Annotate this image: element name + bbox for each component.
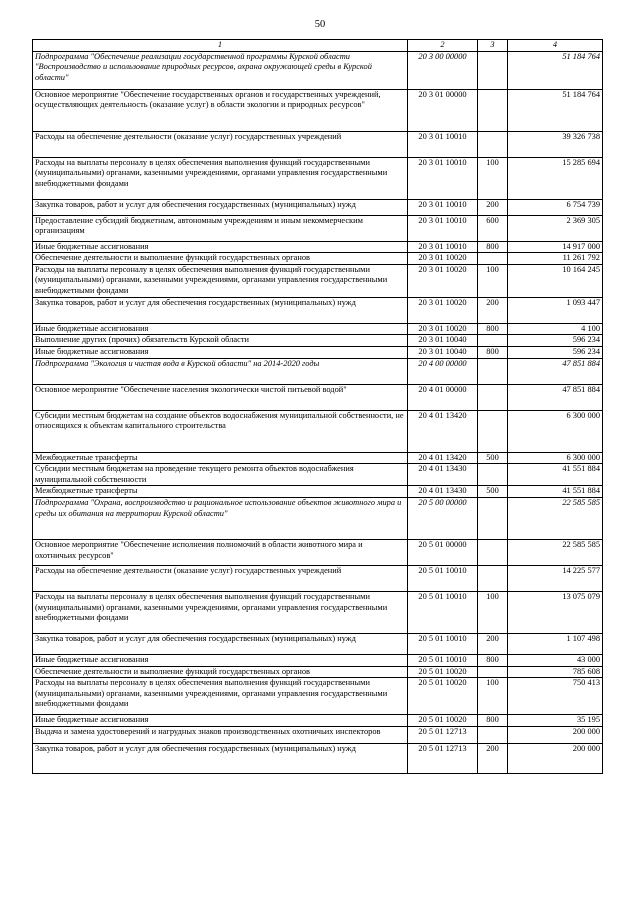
table-row	[33, 452, 603, 464]
table-row	[33, 565, 603, 591]
row-amount: 200 000	[508, 726, 603, 743]
row-name: Иные бюджетные ассигнования	[33, 241, 408, 253]
table-row	[33, 358, 603, 384]
row-name: Иные бюджетные ассигнования	[33, 654, 408, 666]
table-body	[33, 51, 603, 773]
row-name: Подпрограмма "Экология и чистая вода в Курской области" на 2014-2020 годы	[33, 358, 408, 384]
row-amount: 43 000	[508, 654, 603, 666]
row-code: 20 5 01 10020	[408, 678, 478, 715]
row-code: 20 5 01 12713	[408, 726, 478, 743]
row-code: 20 4 00 00000	[408, 358, 478, 384]
row-expense-type	[478, 131, 508, 157]
header-col-4: 4	[508, 40, 603, 52]
row-code: 20 5 01 00000	[408, 539, 478, 565]
row-code: 20 4 01 00000	[408, 384, 478, 410]
row-name: Выполнение других (прочих) обязательств Курской области	[33, 335, 408, 347]
row-expense-type	[478, 410, 508, 452]
row-expense-type	[478, 464, 508, 486]
row-amount: 41 551 884	[508, 486, 603, 498]
table-row	[33, 726, 603, 743]
row-amount: 6 300 000	[508, 410, 603, 452]
row-code: 20 5 01 12713	[408, 743, 478, 773]
row-expense-type: 800	[478, 346, 508, 358]
row-code: 20 5 01 10010	[408, 591, 478, 633]
row-amount: 22 585 585	[508, 497, 603, 539]
table-row	[33, 633, 603, 654]
row-name: Предоставление субсидий бюджетным, автономным учреждениям и иным некоммерческим организациям	[33, 215, 408, 241]
row-expense-type: 200	[478, 297, 508, 323]
table-row	[33, 346, 603, 358]
row-expense-type	[478, 539, 508, 565]
row-code: 20 5 01 10020	[408, 666, 478, 678]
row-code: 20 3 01 10010	[408, 215, 478, 241]
row-name: Основное мероприятие "Обеспечение государственных органов и государственных учреждений, осуществляющих деятельность (оказание услуг) в области экологии и природных ресурсов"	[33, 89, 408, 131]
row-expense-type	[478, 384, 508, 410]
table-row	[33, 297, 603, 323]
table-row	[33, 335, 603, 347]
table-row	[33, 215, 603, 241]
row-amount: 47 851 884	[508, 384, 603, 410]
row-code: 20 3 01 10020	[408, 297, 478, 323]
row-name: Иные бюджетные ассигнования	[33, 346, 408, 358]
table-row	[33, 464, 603, 486]
row-expense-type	[478, 89, 508, 131]
row-amount: 2 369 305	[508, 215, 603, 241]
row-expense-type: 600	[478, 215, 508, 241]
row-name: Подпрограмма "Охрана, воспроизводство и рациональное использование объектов животного мира и среды их обитания на территории Курской области"	[33, 497, 408, 539]
table-row	[33, 89, 603, 131]
row-amount: 596 234	[508, 335, 603, 347]
row-expense-type	[478, 51, 508, 89]
table-row	[33, 241, 603, 253]
row-expense-type	[478, 335, 508, 347]
table-header	[33, 40, 603, 52]
row-code: 20 5 01 10010	[408, 633, 478, 654]
row-expense-type	[478, 565, 508, 591]
row-expense-type: 100	[478, 591, 508, 633]
row-expense-type: 100	[478, 264, 508, 297]
row-code: 20 3 01 10020	[408, 253, 478, 265]
row-expense-type: 100	[478, 157, 508, 199]
row-name: Субсидии местным бюджетам на проведение текущего ремонта объектов водоснабжения муниципальной собственности	[33, 464, 408, 486]
row-amount: 39 326 738	[508, 131, 603, 157]
row-name: Расходы на выплаты персоналу в целях обеспечения выполнения функций государственными (муниципальными) органами, казенными учреждениями, органами управления государственными внебюджетными фондами	[33, 157, 408, 199]
row-expense-type: 800	[478, 323, 508, 335]
row-code: 20 5 00 00000	[408, 497, 478, 539]
row-expense-type: 500	[478, 452, 508, 464]
row-name: Закупка товаров, работ и услуг для обеспечения государственных (муниципальных) нужд	[33, 743, 408, 773]
row-amount: 51 184 764	[508, 89, 603, 131]
row-name: Субсидии местным бюджетам на создание объектов водоснабжения муниципальной собственности, не относящихся к объектам капитального строительства	[33, 410, 408, 452]
row-expense-type	[478, 726, 508, 743]
table-row	[33, 199, 603, 215]
row-name: Межбюджетные трансферты	[33, 452, 408, 464]
row-name: Подпрограмма "Обеспечение реализации государственной программы Курской области "Воспроизводство и использование природных ресурсов, охрана окружающей среды в Курской области"	[33, 51, 408, 89]
table-row	[33, 715, 603, 727]
row-amount: 35 195	[508, 715, 603, 727]
row-code: 20 5 01 10020	[408, 715, 478, 727]
row-name: Иные бюджетные ассигнования	[33, 715, 408, 727]
table-row	[33, 51, 603, 89]
row-expense-type	[478, 253, 508, 265]
row-code: 20 5 01 10010	[408, 654, 478, 666]
header-col-2: 2	[408, 40, 478, 52]
row-amount: 6 754 739	[508, 199, 603, 215]
row-amount: 10 164 245	[508, 264, 603, 297]
row-expense-type: 800	[478, 654, 508, 666]
row-code: 20 3 01 00000	[408, 89, 478, 131]
header-col-1: 1	[33, 40, 408, 52]
row-code: 20 3 01 10010	[408, 199, 478, 215]
row-code: 20 4 01 13430	[408, 464, 478, 486]
row-expense-type: 500	[478, 486, 508, 498]
row-amount: 15 285 694	[508, 157, 603, 199]
row-name: Расходы на выплаты персоналу в целях обеспечения выполнения функций государственными (муниципальными) органами, казенными учреждениями, органами управления государственными внебюджетными фондами	[33, 678, 408, 715]
row-code: 20 3 01 10040	[408, 346, 478, 358]
row-amount: 750 413	[508, 678, 603, 715]
row-name: Основное мероприятие "Обеспечение населения экологически чистой питьевой водой"	[33, 384, 408, 410]
row-name: Расходы на обеспечение деятельности (оказание услуг) государственных учреждений	[33, 565, 408, 591]
row-amount: 596 234	[508, 346, 603, 358]
row-code: 20 4 01 13420	[408, 452, 478, 464]
page-number: 50	[314, 19, 326, 30]
row-amount: 1 107 498	[508, 633, 603, 654]
row-amount: 6 300 000	[508, 452, 603, 464]
row-name: Основное мероприятие "Обеспечение исполнения полномочий в области животного мира и охотничьих ресурсов"	[33, 539, 408, 565]
row-name: Расходы на обеспечение деятельности (оказание услуг) государственных учреждений	[33, 131, 408, 157]
row-amount: 785 608	[508, 666, 603, 678]
row-expense-type: 200	[478, 743, 508, 773]
row-code: 20 3 01 10040	[408, 335, 478, 347]
row-expense-type: 100	[478, 678, 508, 715]
row-expense-type: 200	[478, 199, 508, 215]
row-code: 20 3 01 10010	[408, 157, 478, 199]
table-row	[33, 410, 603, 452]
row-name: Закупка товаров, работ и услуг для обеспечения государственных (муниципальных) нужд	[33, 633, 408, 654]
row-amount: 51 184 764	[508, 51, 603, 89]
row-expense-type: 200	[478, 633, 508, 654]
row-amount: 14 225 577	[508, 565, 603, 591]
row-name: Межбюджетные трансферты	[33, 486, 408, 498]
table-row	[33, 157, 603, 199]
row-amount: 4 100	[508, 323, 603, 335]
row-expense-type: 800	[478, 715, 508, 727]
table-row	[33, 539, 603, 565]
row-name: Закупка товаров, работ и услуг для обеспечения государственных (муниципальных) нужд	[33, 199, 408, 215]
row-expense-type	[478, 358, 508, 384]
row-code: 20 3 01 10010	[408, 131, 478, 157]
row-amount: 200 000	[508, 743, 603, 773]
row-name: Расходы на выплаты персоналу в целях обеспечения выполнения функций государственными (муниципальными) органами, казенными учреждениями, органами управления государственными внебюджетными фондами	[33, 591, 408, 633]
row-amount: 47 851 884	[508, 358, 603, 384]
table-row	[33, 264, 603, 297]
row-expense-type: 800	[478, 241, 508, 253]
table-row	[33, 654, 603, 666]
table-row	[33, 384, 603, 410]
row-amount: 1 093 447	[508, 297, 603, 323]
table-row	[33, 666, 603, 678]
row-amount: 13 075 079	[508, 591, 603, 633]
row-expense-type	[478, 497, 508, 539]
row-code: 20 5 01 10010	[408, 565, 478, 591]
row-amount: 14 917 000	[508, 241, 603, 253]
row-name: Обеспечение деятельности и выполнение функций государственных органов	[33, 666, 408, 678]
table-row	[33, 591, 603, 633]
row-name: Расходы на выплаты персоналу в целях обеспечения выполнения функций государственными (муниципальными) органами, казенными учреждениями, органами управления государственными внебюджетными фондами	[33, 264, 408, 297]
row-code: 20 3 01 10010	[408, 241, 478, 253]
table-row	[33, 323, 603, 335]
row-code: 20 3 01 10020	[408, 323, 478, 335]
row-amount: 41 551 884	[508, 464, 603, 486]
row-code: 20 3 01 10020	[408, 264, 478, 297]
row-code: 20 4 01 13420	[408, 410, 478, 452]
header-col-3: 3	[478, 40, 508, 52]
row-expense-type	[478, 666, 508, 678]
table-row	[33, 253, 603, 265]
table-row	[33, 497, 603, 539]
budget-table	[32, 39, 603, 774]
row-name: Обеспечение деятельности и выполнение функций государственных органов	[33, 253, 408, 265]
table-row	[33, 486, 603, 498]
row-amount: 11 261 792	[508, 253, 603, 265]
table-row	[33, 131, 603, 157]
row-name: Иные бюджетные ассигнования	[33, 323, 408, 335]
row-name: Выдача и замена удостоверений и нагрудных знаков производственных охотничьих инспекторов	[33, 726, 408, 743]
row-code: 20 3 00 00000	[408, 51, 478, 89]
row-name: Закупка товаров, работ и услуг для обеспечения государственных (муниципальных) нужд	[33, 297, 408, 323]
row-code: 20 4 01 13430	[408, 486, 478, 498]
table-row	[33, 678, 603, 715]
row-amount: 22 585 585	[508, 539, 603, 565]
table-row	[33, 743, 603, 773]
